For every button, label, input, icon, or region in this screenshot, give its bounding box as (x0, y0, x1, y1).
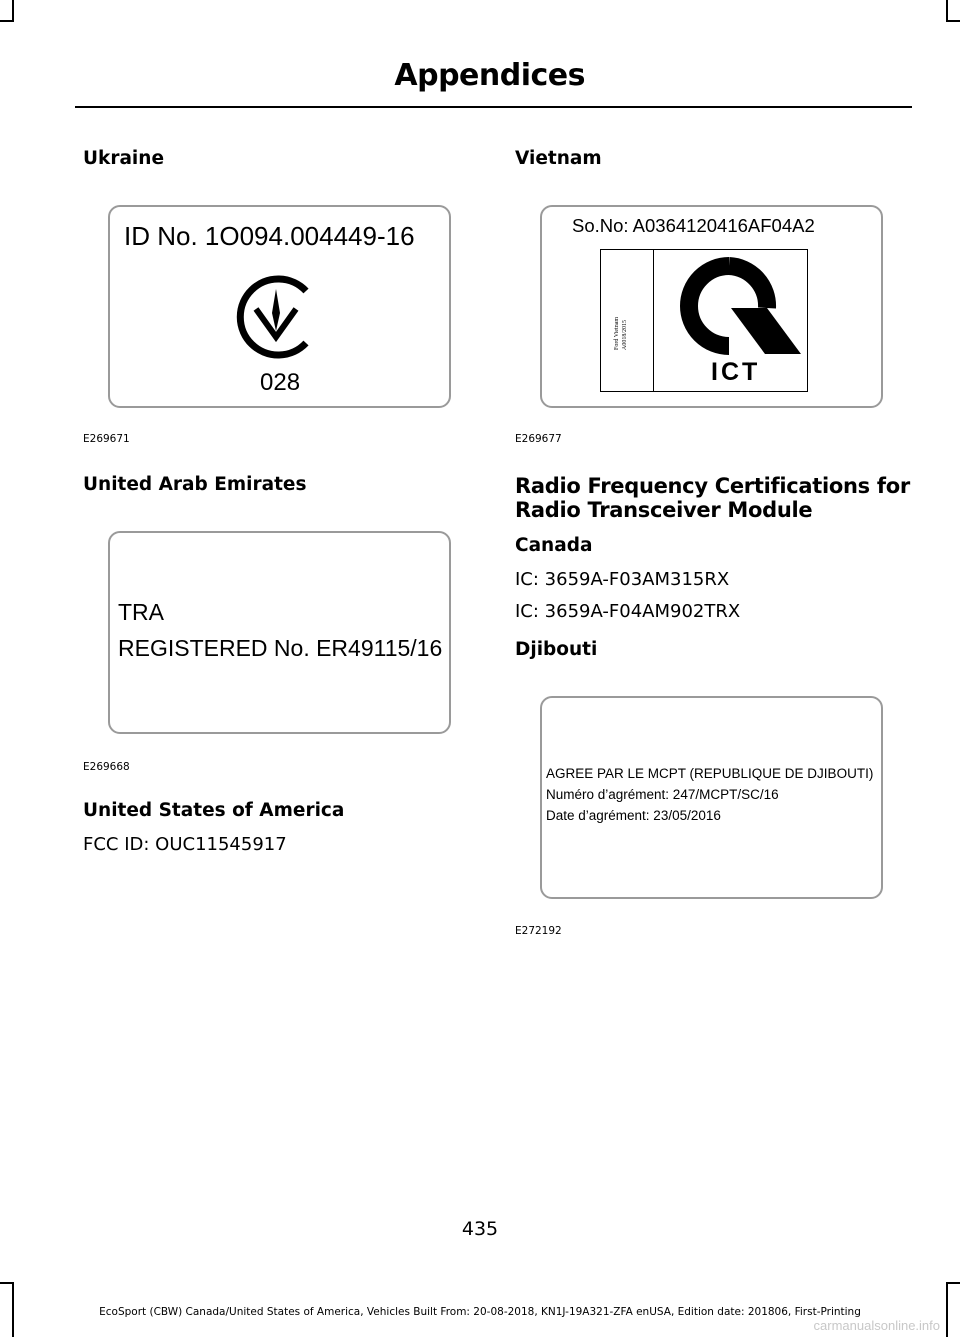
vietnam-ict-text: ICT (711, 358, 761, 386)
crop-mark-bottom-right-h (946, 1282, 960, 1284)
fcc-id: FCC ID: OUC11545917 (83, 834, 287, 855)
ukraine-certification-mark-icon (228, 273, 324, 365)
page-title: Appendices (394, 58, 585, 93)
vietnam-side-text-line1: Ford Vietnam (614, 316, 620, 350)
header-rule (75, 106, 912, 108)
djibouti-line-2: Numéro d’agrément: 247/MCPT/SC/16 (546, 787, 779, 802)
watermark: carmanualsonline.info (813, 1318, 940, 1333)
heading-radio-frequency (515, 474, 910, 522)
crop-mark-top-left-h (0, 20, 14, 22)
ukraine-certification-label (108, 205, 451, 408)
ukraine-code: 028 (260, 369, 301, 396)
heading-radio-line2: Radio Transceiver Module (515, 498, 813, 522)
canada-ic-2: IC: 3659A-F04AM902TRX (515, 601, 741, 622)
figure-ref-uae: E269668 (83, 761, 130, 773)
page-number: 435 (461, 1218, 499, 1240)
figure-ref-vietnam: E269677 (515, 433, 562, 445)
vietnam-side-text (609, 250, 649, 391)
heading-djibouti: Djibouti (515, 639, 598, 660)
heading-ukraine: Ukraine (83, 148, 164, 169)
heading-uae: United Arab Emirates (83, 474, 307, 495)
vietnam-side-text-line2: A0018/2015 (622, 320, 628, 350)
vietnam-so-number: So.No: A0364120416AF04A2 (572, 215, 815, 236)
uae-certification-label (108, 531, 451, 734)
vietnam-cr-mark-icon (667, 256, 803, 356)
figure-ref-djibouti: E272192 (515, 925, 562, 937)
crop-mark-top-right-h (946, 20, 960, 22)
uae-tra: TRA (118, 599, 164, 625)
figure-ref-ukraine: E269671 (83, 433, 130, 445)
vietnam-ict-box (600, 249, 808, 392)
uae-registered-number: REGISTERED No. ER49115/16 (118, 635, 443, 661)
footer-edition-info: EcoSport (CBW) Canada/United States of America, Vehicles Built From: 20-08-2018, KN1J-19A321-ZFA enUSA, Edition date: 201806, First-Printing (99, 1306, 861, 1318)
heading-usa: United States of America (83, 800, 345, 821)
crop-mark-bottom-left-h (0, 1282, 14, 1284)
ukraine-id-number: ID No. 1O094.004449-16 (124, 221, 415, 251)
djibouti-line-1: AGREE PAR LE MCPT (REPUBLIQUE DE DJIBOUTI) (546, 766, 874, 781)
vietnam-certification-label (540, 205, 883, 408)
crop-mark-top-left-v (12, 0, 14, 20)
heading-vietnam: Vietnam (515, 148, 602, 169)
crop-mark-top-right-v (946, 0, 948, 20)
djibouti-certification-label (540, 696, 883, 899)
heading-canada: Canada (515, 535, 593, 556)
djibouti-line-3: Date d’agrément: 23/05/2016 (546, 808, 721, 823)
vietnam-ict-divider (653, 250, 654, 391)
heading-radio-line1: Radio Frequency Certifications for (515, 474, 910, 498)
canada-ic-1: IC: 3659A-F03AM315RX (515, 569, 730, 590)
